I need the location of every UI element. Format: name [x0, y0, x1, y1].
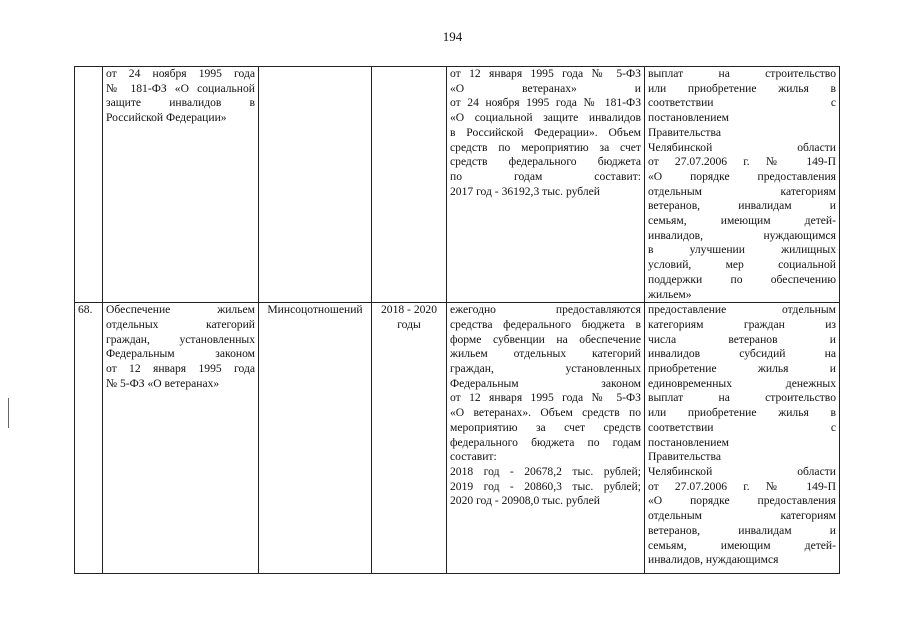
cell-text-line: Федеральным законом	[450, 376, 641, 390]
page-number: 194	[442, 29, 463, 44]
funding-cell	[447, 67, 645, 303]
cell-text-line: поддержки по обеспечению	[648, 272, 836, 286]
cell-text-line: 2019 год - 20860,3 тыс. рублей;	[450, 479, 641, 493]
cell-text-line: предоставление отдельным	[648, 303, 836, 317]
cell-text-line: граждан, установленных	[450, 362, 641, 376]
cell-text-line: соответствии с	[648, 420, 836, 434]
table-row	[75, 303, 840, 574]
cell-text-line: отдельных категорий	[106, 317, 255, 331]
cell-text-line: в Российской Федерации». Объем	[450, 125, 641, 139]
cell-text-line: № 181-ФЗ «О социальной	[106, 81, 255, 95]
cell-text-line: инвалидов, нуждающимся	[648, 228, 836, 242]
cell-text-line: 2017 год - 36192,3 тыс. рублей	[450, 184, 600, 198]
cell-text-line: мероприятию за счет средств	[450, 420, 641, 434]
cell-text-line: ветеранов, инвалидам и	[648, 523, 836, 537]
measure-name-cell	[103, 67, 259, 303]
cell-text-line: ветеранов, инвалидам и	[648, 199, 836, 213]
cell-text-line: форме субвенции на обеспечение	[450, 332, 641, 346]
cell-text-line: единовременных денежных	[648, 376, 836, 390]
cell-text-line: защите инвалидов в	[106, 96, 255, 110]
cell-text-line: выплат на строительство	[648, 67, 836, 80]
cell-text-line: средств по мероприятию за счет	[450, 140, 641, 154]
executor-cell	[259, 67, 372, 303]
measures-table	[74, 66, 840, 574]
cell-text-line: жильем»	[648, 287, 692, 301]
cell-text-line: Правительства	[648, 450, 721, 464]
cell-text-line: «О ветеранах». Объем средств по	[450, 406, 641, 420]
cell-text-line: от 24 ноября 1995 года	[106, 67, 255, 80]
cell-text-line: 2020 год - 20908,0 тыс. рублей	[450, 494, 600, 508]
cell-text-line: от 24 ноября 1995 года № 181-ФЗ	[450, 96, 641, 110]
cell-text-line: выплат на строительство	[648, 391, 836, 405]
cell-text-line: 2018 - 2020	[380, 303, 438, 317]
cell-text-line: составит:	[450, 450, 497, 464]
cell-text-line: условий, мер социальной	[648, 258, 836, 272]
cell-text-line: «О ветеранах» и	[450, 81, 641, 95]
cell-text-line: отдельным категориям	[648, 184, 836, 198]
result-cell	[645, 67, 840, 303]
cell-text-line: от 12 января 1995 года	[106, 362, 255, 376]
cell-text-line: или приобретение жилья в	[648, 81, 836, 95]
cell-text-line: «О порядке предоставления	[648, 169, 836, 183]
cell-text-line: отдельным категориям	[648, 509, 836, 523]
cell-text-line: № 5-ФЗ «О ветеранах»	[106, 376, 220, 390]
cell-text-line: федерального бюджета по годам	[450, 435, 641, 449]
cell-text-line: постановлением	[648, 111, 729, 125]
cell-text-line: семьям, имеющим детей-	[648, 538, 836, 552]
table-row	[75, 67, 840, 303]
cell-text-line: годы	[397, 317, 421, 331]
cell-text-line: 2018 год - 20678,2 тыс. рублей;	[450, 464, 641, 478]
cell-text-line: Правительства	[648, 125, 721, 139]
margin-mark	[8, 398, 9, 428]
cell-text-line: Челябинской области	[648, 464, 836, 478]
cell-text-line: семьям, имеющим детей-	[648, 214, 836, 228]
cell-text-line: соответствии с	[648, 96, 836, 110]
cell-text-line: средства федерального бюджета в	[450, 317, 641, 331]
cell-text-line: постановлением	[648, 435, 729, 449]
cell-text-line: граждан, установленных	[106, 332, 255, 346]
cell-text-line: инвалидов, нуждающимся	[648, 553, 779, 567]
cell-text-line: ежегодно предоставляются	[450, 303, 641, 317]
cell-text-line: Федеральным законом	[106, 347, 255, 361]
cell-text-line: средств федерального бюджета	[450, 155, 641, 169]
cell-text-line: Обеспечение жильем	[106, 303, 255, 317]
cell-text-line: числа ветеранов и	[648, 332, 836, 346]
cell-text-line: инвалидов субсидий на	[648, 347, 836, 361]
cell-text-line: «О социальной защите инвалидов	[450, 111, 641, 125]
funding-cell	[447, 303, 645, 574]
cell-text-line: жильем отдельных категорий	[450, 347, 641, 361]
cell-text-line: «О порядке предоставления	[648, 494, 836, 508]
cell-text-line: категориям граждан из	[648, 317, 836, 331]
cell-text-line: приобретение жилья и	[648, 362, 836, 376]
cell-text-line: от 27.07.2006 г. № 149-П	[648, 155, 836, 169]
period-cell	[372, 67, 447, 303]
cell-text-line: Челябинской области	[648, 140, 836, 154]
cell-text-line: от 12 января 1995 года № 5-ФЗ	[450, 391, 641, 405]
cell-text-line: в улучшении жилищных	[648, 243, 836, 257]
row-number-cell	[75, 67, 103, 303]
result-cell	[645, 303, 840, 574]
cell-text-line: или приобретение жилья в	[648, 406, 836, 420]
cell-text-line: от 12 января 1995 года № 5-ФЗ	[450, 67, 641, 80]
cell-text-line: Российской Федерации»	[106, 111, 227, 125]
cell-text-line: от 27.07.2006 г. № 149-П	[648, 479, 836, 493]
period-cell	[372, 303, 447, 574]
executor-cell: Минсоцотношений	[259, 303, 372, 574]
measure-name-cell	[103, 303, 259, 574]
row-number-cell: 68.	[75, 303, 103, 574]
cell-text-line: по годам составит:	[450, 169, 641, 183]
